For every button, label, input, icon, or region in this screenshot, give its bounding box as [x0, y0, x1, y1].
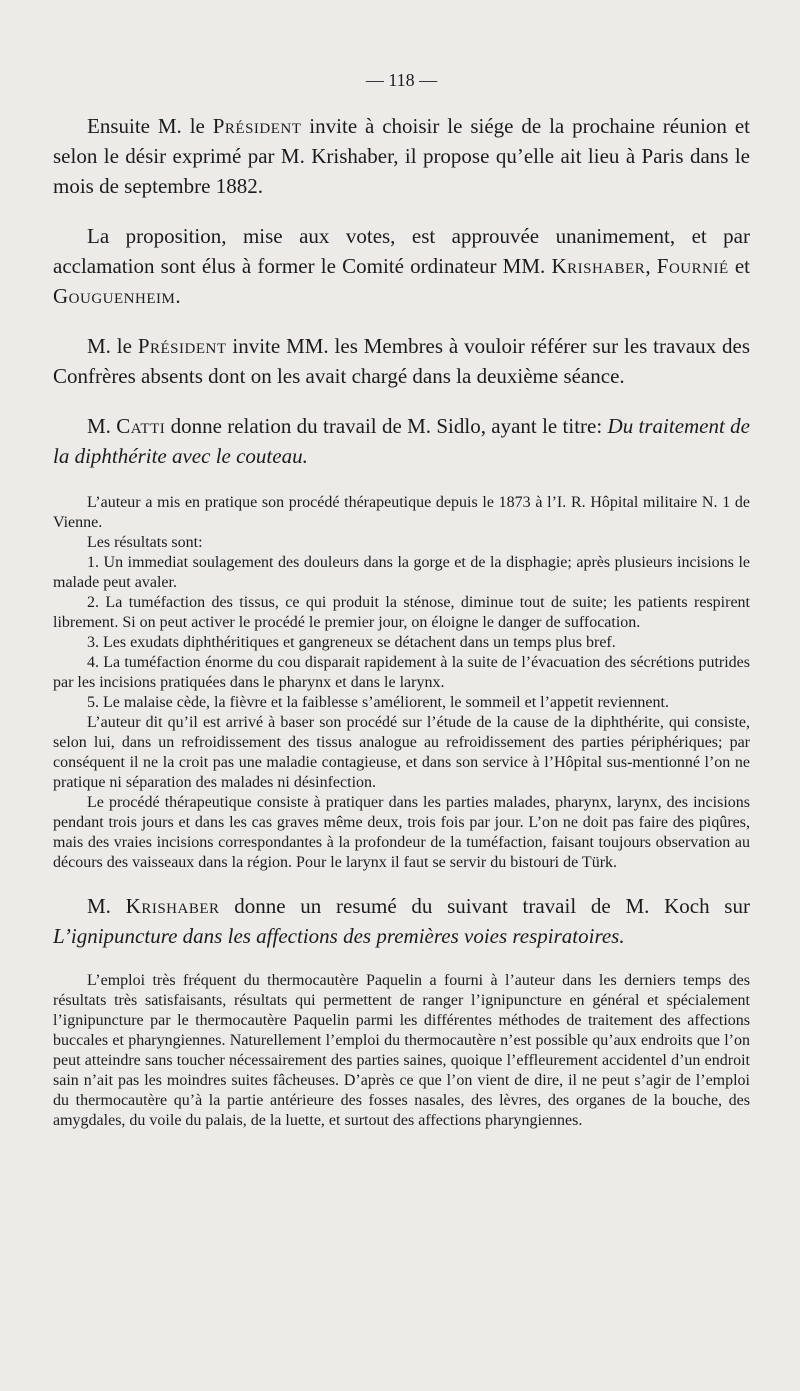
paragraph-absent-reports	[53, 331, 750, 391]
result-item: 3. Les exudats diphthéritiques et gangreneux se détachent dans un temps plus bref.	[87, 634, 616, 651]
koch-summary: L’emploi très fréquent du thermocautère Paquelin a fourni à l’auteur dans les derniers temps des résultats très satisfaisants, résultats qui permettent de ranger l’ignipuncture en général et spécialement l’ignipuncture par le thermocautère Paquelin parmi les différentes méthodes de traitement des affections buccales et pharyngiennes. Naturellement l’emploi du thermocautère n’est possible qu’aux endroits que l’on peut atteindre sans toucher nécessairement des parties saines, quoique l’effleurement accidentel d’un endroit sain n’ait pas les moindres suites fâcheuses. D’après ce que l’on vient de dire, il ne peut s’agir de l’emploi du thermocautère qu’à la partie antérieure des fosses nasales, des lèvres, des organes de la bouche, des amygdales, du voile du palais, de la luette, et surtout des affections pharyngiennes.	[53, 972, 750, 1129]
summary-paragraph: L’auteur dit qu’il est arrivé à baser son procédé sur l’étude de la cause de la diphthérite, qui consiste, selon lui, dans un refroidissement des tissus analogue au refroidissement des parties périphériques; par conséquent il ne la croit pas une maladie contagieuse, et dans son service à l’Hôpital sus-mentionné l’on ne pratique ni séparation des malades ni désinfection.	[53, 714, 750, 791]
text: donne un resumé du suivant travail de M. Koch sur	[219, 894, 750, 918]
work-title: L’ignipuncture dans les affections des premières voies respiratoires.	[53, 924, 625, 948]
text: donne relation du travail de M. Sidlo, ayant le titre:	[165, 414, 608, 438]
paragraph-committee-election	[53, 221, 750, 311]
member-name: Krishaber	[551, 254, 646, 278]
work-title: Du traitement de la diphthérite avec le couteau.	[53, 414, 750, 468]
text: invite à choisir le siége de la prochaine réunion et selon le désir exprimé par M. Krishaber, il propose qu’elle ait lieu à Paris dans le mois de septembre 1882.	[53, 114, 750, 198]
president-name: Président	[212, 114, 302, 138]
text: M. le	[87, 334, 138, 358]
result-item: 1. Un immediat soulagement des douleurs dans la gorge et de la disphagie; après plusieurs incisions le malade peut avaler.	[53, 554, 750, 591]
member-name: Fournié	[656, 254, 729, 278]
page-number: — 118 —	[365, 70, 438, 90]
paragraph-krishaber-report	[53, 891, 750, 951]
paragraph-next-meeting	[53, 111, 750, 201]
text: La proposition, mise aux votes, est approuvée unanimement, et par acclamation sont élus à former le Comité ordinateur MM.	[53, 224, 750, 278]
paragraph-catti-report	[53, 411, 750, 471]
summary-paragraph: Les résultats sont:	[87, 534, 203, 551]
result-item: 4. La tuméfaction énorme du cou disparait rapidement à la suite de l’évacuation des sécrétions putrides par les incisions pratiquées dans le pharynx et dans le larynx.	[53, 654, 750, 691]
result-item: 2. La tuméfaction des tissus, ce qui produit la sténose, diminue tout de suite; les patients respirent librement. Si on peut activer le procédé le premier jour, on éloigne le danger de suffocation.	[53, 594, 750, 631]
president-name: Président	[137, 334, 227, 358]
separator: ,	[645, 254, 657, 278]
member-name: Gouguenheim	[53, 284, 176, 308]
member-name: Krishaber	[125, 894, 220, 918]
summary-paragraph: Le procédé thérapeutique consiste à pratiquer dans les parties malades, pharynx, larynx, des incisions pendant trois jours et dans les cas graves même deux, trois fois par jour. L’on ne doit pas faire des piqûres, mais des vraies incisions correspondantes à la profondeur de la tuméfaction, faisant toujours observation au décours des vaisseaux dans la région. Pour le larynx il faut se servir du bistouri de Türk.	[53, 794, 750, 871]
summary-paragraph: L’auteur a mis en pratique son procédé thérapeutique depuis le 1873 à l’I. R. Hôpital militaire N. 1 de Vienne.	[53, 494, 750, 531]
result-item: 5. Le malaise cède, la fièvre et la faiblesse s’améliorent, le sommeil et l’appetit reviennent.	[87, 694, 669, 711]
separator: .	[175, 284, 181, 308]
member-name: Catti	[116, 414, 166, 438]
text: M.	[87, 894, 126, 918]
separator: et	[728, 254, 751, 278]
text: invite MM. les Membres à vouloir référer sur les travaux des Confrères absents dont on les avait chargé dans la deuxième séance.	[53, 334, 751, 388]
text: Ensuite M. le	[87, 114, 213, 138]
text: M.	[87, 414, 117, 438]
sidlo-summary	[53, 493, 750, 873]
